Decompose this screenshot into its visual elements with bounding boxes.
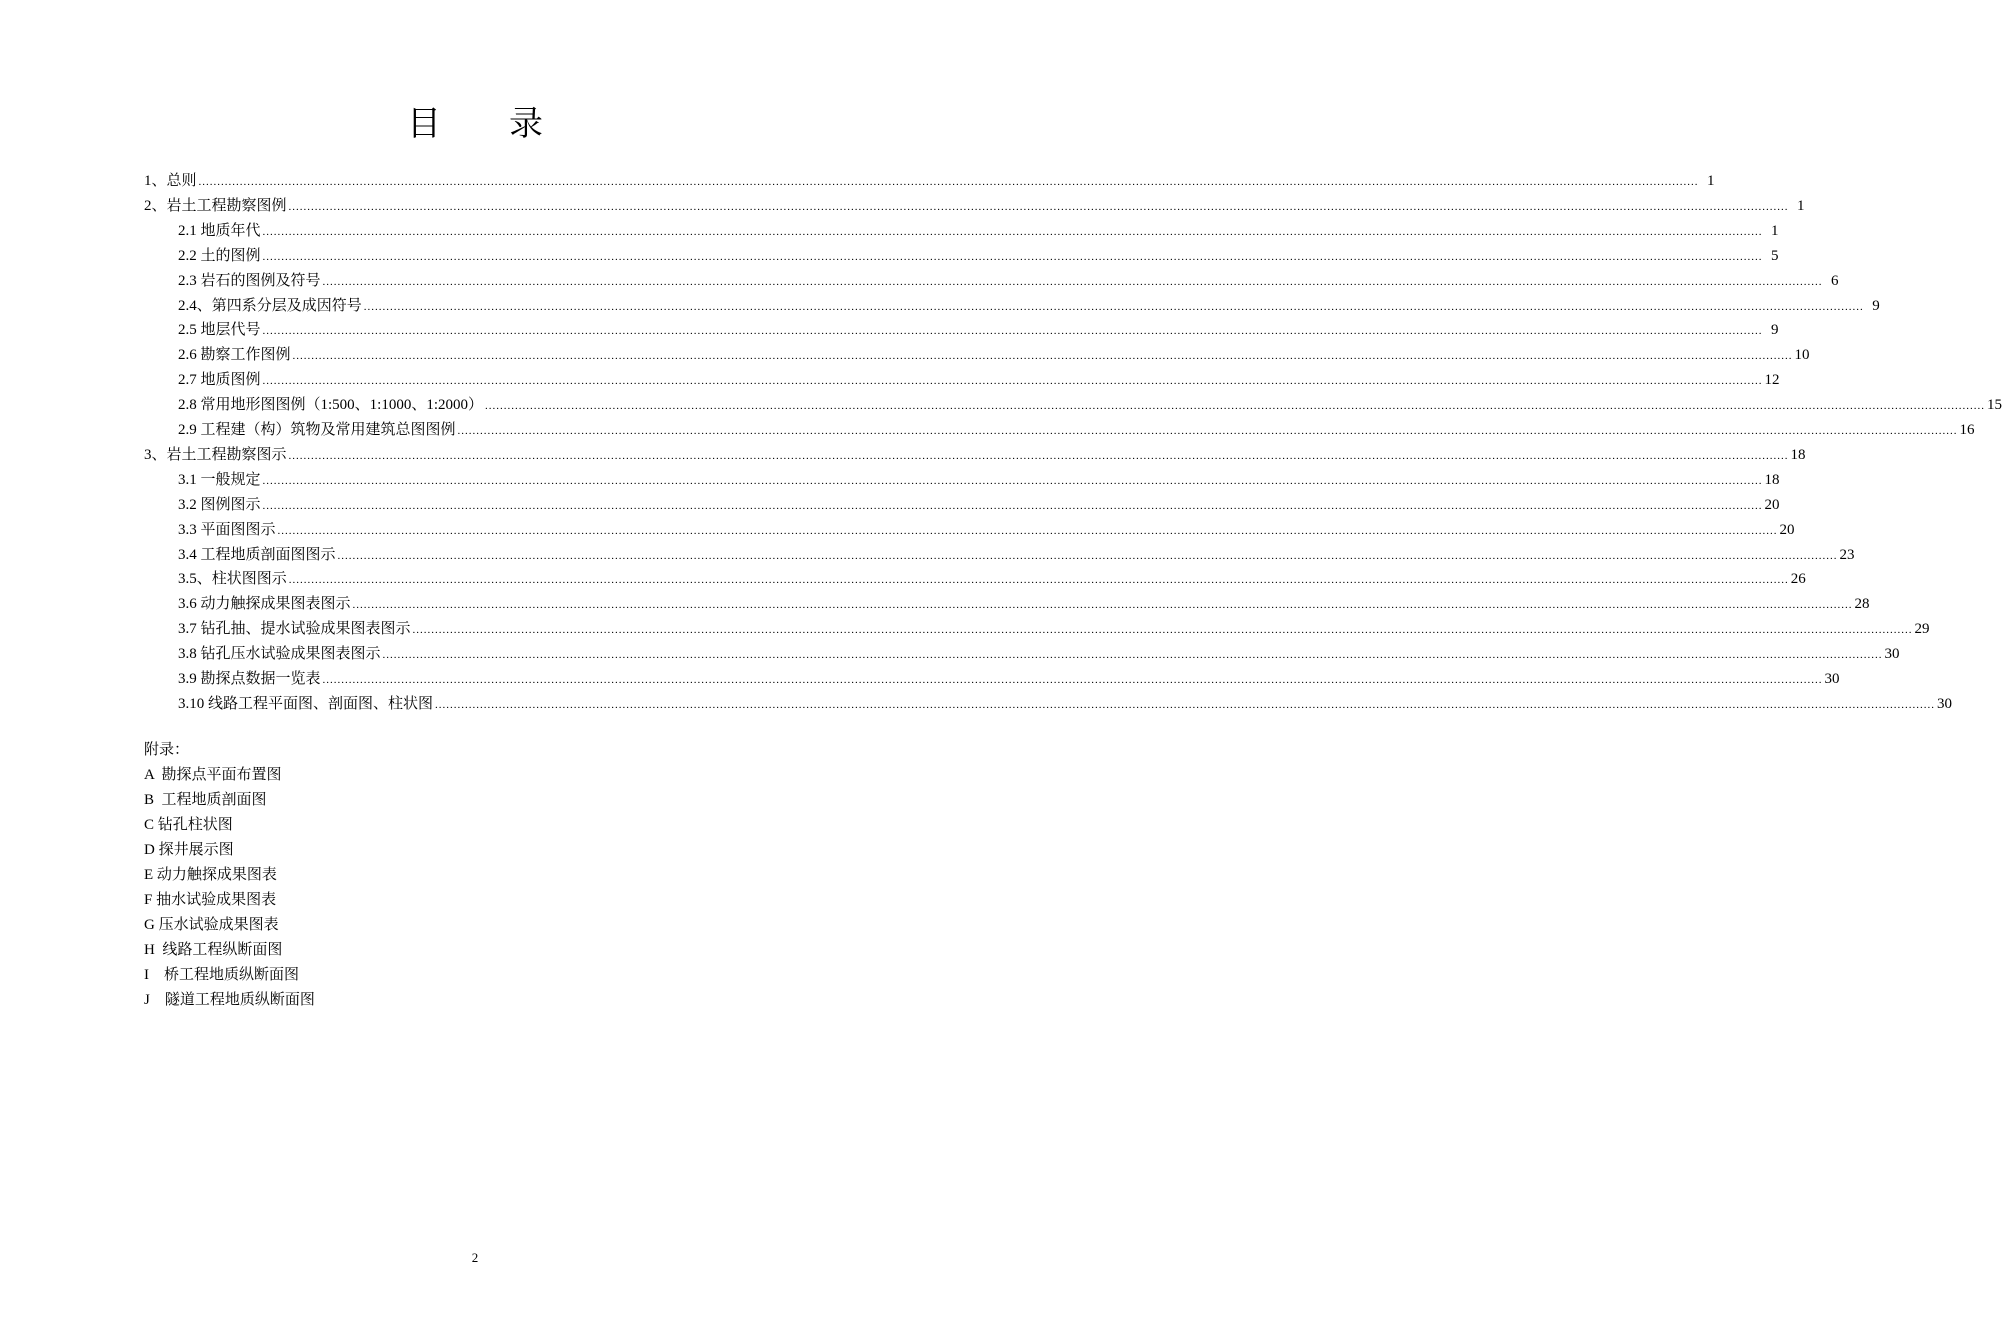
toc-entry-page: 12 (1764, 372, 1780, 389)
toc-entry-label: 2.8 常用地形图图例（1:500、1:1000、1:2000） (178, 397, 484, 414)
toc-entry[interactable] (178, 415, 1975, 440)
toc-entry-label: 2.4、第四系分层及成因符号 (178, 297, 362, 314)
appendix-item: H 线路工程纵断面图 (144, 942, 283, 958)
toc-entry[interactable] (178, 241, 1779, 266)
toc-leader-dots: ................................................................................................................................................................................................................................................................................................................................................................................................................ (262, 250, 1763, 263)
toc-entry-label: 3.3 平面图图示 (178, 521, 276, 538)
toc-entry[interactable] (178, 340, 1810, 365)
appendix-item: C 钻孔柱状图 (144, 817, 233, 833)
toc-entry-label: 2.7 地质图例 (178, 372, 261, 389)
toc-entry-label: 1、总则 (144, 173, 197, 189)
toc-leader-dots: ................................................................................................................................................................................................................................................................................................................................................................................................................ (322, 275, 1823, 288)
toc-entry-page: 20 (1764, 496, 1780, 513)
toc-entry-page: 20 (1779, 521, 1795, 538)
toc-leader-dots: ................................................................................................................................................................................................................................................................................................................................................................................................................ (382, 649, 1883, 662)
toc-entry[interactable] (144, 166, 1715, 191)
toc-leader-dots: ................................................................................................................................................................................................................................................................................................................................................................................................................ (262, 499, 1763, 512)
toc-leader-dots: ................................................................................................................................................................................................................................................................................................................................................................................................................ (363, 300, 1864, 313)
title-char-2: 录 (509, 104, 543, 144)
toc-entry[interactable] (178, 365, 1780, 390)
toc-leader-dots: ................................................................................................................................................................................................................................................................................................................................................................................................................ (457, 425, 1958, 437)
toc-entry[interactable] (178, 614, 1930, 639)
toc-entry-page: 5 (1771, 247, 1779, 264)
toc-entry[interactable] (178, 540, 1855, 565)
toc-entry-page: 23 (1839, 546, 1855, 563)
toc-leader-dots: ................................................................................................................................................................................................................................................................................................................................................................................................................ (262, 375, 1763, 388)
toc-entry-page: 1 (1797, 197, 1805, 214)
toc-entry-page: 28 (1854, 596, 1870, 613)
toc-entry[interactable] (178, 515, 1795, 540)
toc-entry[interactable] (178, 266, 1839, 291)
toc-leader-dots: ................................................................................................................................................................................................................................................................................................................................................................................................................ (288, 574, 1789, 587)
toc-entry[interactable] (178, 639, 1900, 664)
toc-entry-page: 18 (1764, 471, 1780, 488)
appendix-item: A 勘探点平面布置图 (144, 767, 282, 783)
toc-entry-label: 3.4 工程地质剖面图图示 (178, 546, 336, 563)
toc-leader-dots: ................................................................................................................................................................................................................................................................................................................................................................................................................ (337, 549, 1838, 562)
toc-entry[interactable] (178, 390, 2002, 415)
appendix-item: D 探井展示图 (144, 842, 234, 858)
toc-leader-dots: ................................................................................................................................................................................................................................................................................................................................................................................................................ (277, 524, 1778, 537)
toc-leader-dots: ................................................................................................................................................................................................................................................................................................................................................................................................................ (412, 624, 1913, 637)
toc-leader-dots: ................................................................................................................................................................................................................................................................................................................................................................................................................ (288, 449, 1789, 462)
page-number: 2 (471, 1250, 479, 1265)
toc-entry-page: 29 (1914, 621, 1930, 638)
page-title (0, 102, 950, 146)
toc-leader-dots: ................................................................................................................................................................................................................................................................................................................................................................................................................ (352, 599, 1853, 612)
toc-entry-page: 30 (1937, 695, 1953, 712)
toc-entry-label: 2.6 勘察工作图例 (178, 347, 291, 364)
appendix-heading: 附录： (144, 742, 190, 758)
appendix-item: G 压水试验成果图表 (144, 917, 279, 933)
toc-leader-dots: ................................................................................................................................................................................................................................................................................................................................................................................................................ (198, 176, 1699, 188)
toc-entry[interactable] (144, 191, 1805, 216)
toc-leader-dots: ................................................................................................................................................................................................................................................................................................................................................................................................................ (262, 225, 1763, 238)
toc-leader-dots: ................................................................................................................................................................................................................................................................................................................................................................................................................ (262, 474, 1763, 487)
toc-entry[interactable] (144, 440, 1806, 465)
toc-entry-label: 2.9 工程建（构）筑物及常用建筑总图图例 (178, 422, 456, 438)
toc-entry-label: 2.3 岩石的图例及符号 (178, 272, 321, 289)
appendix-item: E 动力触探成果图表 (144, 867, 277, 883)
toc-entry[interactable] (178, 689, 1953, 714)
toc-leader-dots: ................................................................................................................................................................................................................................................................................................................................................................................................................ (435, 698, 1936, 711)
appendix (144, 738, 315, 1013)
toc-entry-page: 30 (1824, 671, 1840, 687)
toc-entry-page: 15 (1987, 397, 2002, 414)
toc-entry-page: 10 (1794, 347, 1810, 364)
appendix-item: I 桥工程地质纵断面图 (144, 967, 299, 983)
toc-entry[interactable] (178, 490, 1780, 515)
toc-leader-dots: ................................................................................................................................................................................................................................................................................................................................................................................................................ (322, 674, 1823, 686)
toc-entry-label: 2、岩土工程勘察图例 (144, 197, 287, 214)
toc-entry-label: 3.7 钻孔抽、提水试验成果图表图示 (178, 621, 411, 638)
toc-leader-dots: ................................................................................................................................................................................................................................................................................................................................................................................................................ (288, 200, 1789, 213)
toc-entry-label: 2.5 地层代号 (178, 322, 261, 339)
toc-leader-dots: ................................................................................................................................................................................................................................................................................................................................................................................................................ (485, 400, 1986, 413)
toc-entry[interactable] (178, 664, 1840, 689)
toc-entry-label: 3.8 钻孔压水试验成果图表图示 (178, 646, 381, 663)
appendix-item: B 工程地质剖面图 (144, 792, 267, 808)
toc-entry[interactable] (178, 589, 1870, 614)
title-char-1: 目 (407, 104, 509, 144)
toc-entry-label: 3.10 线路工程平面图、剖面图、柱状图 (178, 695, 434, 712)
toc-entry-label: 3.2 图例图示 (178, 496, 261, 513)
toc-entry-page: 26 (1790, 571, 1806, 588)
toc-entry-page: 16 (1959, 422, 1975, 438)
appendix-item: J 隧道工程地质纵断面图 (144, 992, 315, 1008)
toc-entry-label: 3.9 勘探点数据一览表 (178, 671, 321, 687)
toc-entry-label: 3.6 动力触探成果图表图示 (178, 596, 351, 613)
toc-entry-page: 30 (1884, 646, 1900, 663)
toc-entry-page: 9 (1872, 297, 1880, 314)
toc-leader-dots: ................................................................................................................................................................................................................................................................................................................................................................................................................ (292, 350, 1793, 363)
toc-entry[interactable] (178, 465, 1780, 490)
toc-entry[interactable] (178, 315, 1779, 340)
toc-entry-page: 1 (1707, 173, 1715, 189)
toc-entry-label: 3.1 一般规定 (178, 471, 261, 488)
toc-entry[interactable] (178, 291, 1880, 316)
toc-leader-dots: ................................................................................................................................................................................................................................................................................................................................................................................................................ (262, 325, 1763, 338)
toc-entry[interactable] (178, 216, 1779, 241)
toc-entry-label: 3、岩土工程勘察图示 (144, 446, 287, 463)
toc-entry-page: 9 (1771, 322, 1779, 339)
toc-entry-label: 3.5、柱状图图示 (178, 571, 287, 588)
toc-entry-label: 2.1 地质年代 (178, 222, 261, 239)
toc-entry-page: 18 (1790, 446, 1806, 463)
toc-entry-label: 2.2 土的图例 (178, 247, 261, 264)
toc-entry-page: 1 (1771, 222, 1779, 239)
toc-entry[interactable] (178, 564, 1806, 589)
appendix-item: F 抽水试验成果图表 (144, 892, 277, 908)
toc-entry-page: 6 (1831, 272, 1839, 289)
